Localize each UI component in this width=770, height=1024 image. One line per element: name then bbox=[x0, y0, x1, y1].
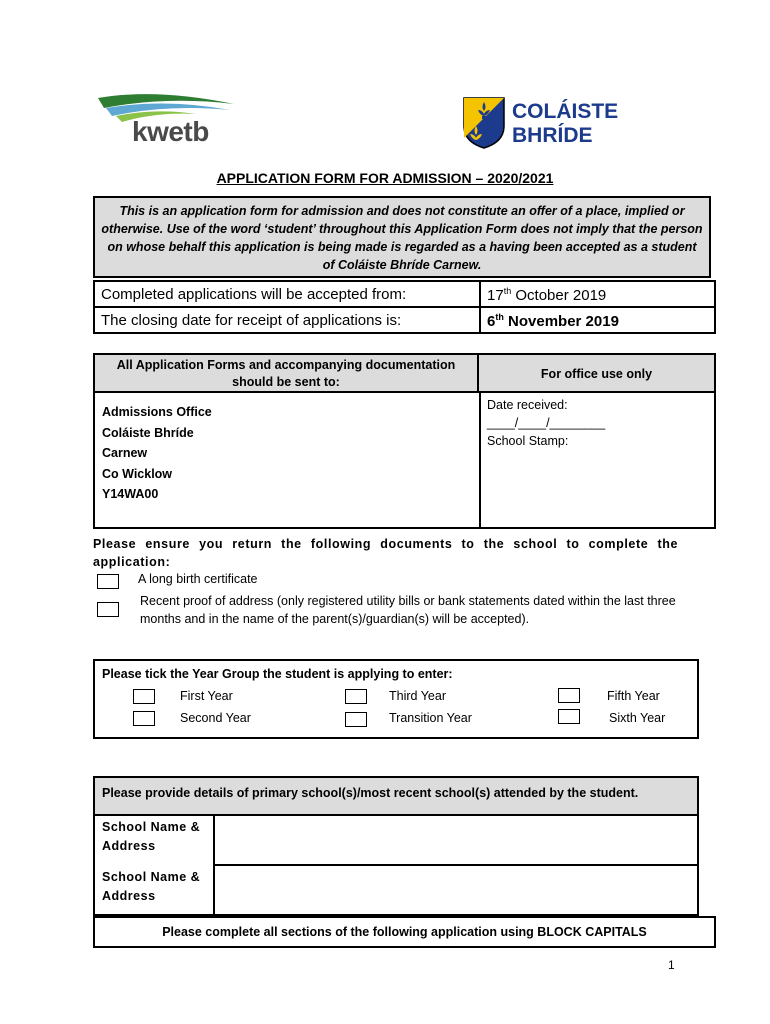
school-name-line1: COLÁISTE bbox=[512, 100, 619, 123]
date-received-field[interactable]: ____/____/________ bbox=[487, 416, 606, 430]
closing-date-value: 6th November 2019 bbox=[487, 312, 619, 330]
proof-of-address-checkbox[interactable] bbox=[97, 602, 119, 617]
address-line: Admissions Office bbox=[102, 405, 212, 419]
address-heading: All Application Forms and accompanying documentation should be sent to: bbox=[95, 355, 479, 393]
school-name-logo bbox=[512, 100, 618, 148]
sixth-year-label: Sixth Year bbox=[609, 711, 666, 725]
form-title: APPLICATION FORM FOR ADMISSION – 2020/2021 bbox=[216, 170, 554, 186]
block-capitals-note: Please complete all sections of the following application using BLOCK CAPITALS bbox=[93, 916, 716, 948]
sixth-year-checkbox[interactable] bbox=[558, 709, 580, 724]
accepted-from-row bbox=[93, 280, 716, 308]
transition-year-label: Transition Year bbox=[389, 711, 472, 725]
birth-certificate-checkbox[interactable] bbox=[97, 574, 119, 589]
address-box bbox=[93, 353, 716, 529]
year-group-title: Please tick the Year Group the student is applying to enter: bbox=[102, 667, 453, 681]
fifth-year-label: Fifth Year bbox=[607, 689, 660, 703]
second-year-checkbox[interactable] bbox=[133, 711, 155, 726]
primary-school-box bbox=[93, 776, 699, 916]
second-year-label: Second Year bbox=[180, 711, 251, 725]
first-year-checkbox[interactable] bbox=[133, 689, 155, 704]
primary-school-heading: Please provide details of primary school(s)/most recent school(s) attended by the student. bbox=[95, 778, 697, 816]
office-use-fields bbox=[487, 396, 605, 450]
proof-of-address-label: Recent proof of address (only registered utility bills or bank statements dated within the last three months and in the name of the parent(s)/guardian(s) will be accepted). bbox=[140, 594, 676, 626]
address-line: Co Wicklow bbox=[102, 466, 173, 481]
fifth-year-checkbox[interactable] bbox=[558, 688, 580, 703]
school-name-address-label-2: School Name & Address bbox=[102, 870, 201, 903]
address-line: Coláiste Bhríde bbox=[102, 425, 194, 440]
school-name-address-label-1: School Name & Address bbox=[102, 820, 201, 853]
address-line: Carnew bbox=[102, 446, 148, 460]
year-group-box bbox=[93, 659, 699, 739]
third-year-checkbox[interactable] bbox=[345, 689, 367, 704]
third-year-label: Third Year bbox=[389, 689, 446, 703]
kwetb-logo-text: kwetb bbox=[132, 116, 209, 147]
office-use-heading: For office use only bbox=[479, 355, 714, 393]
transition-year-checkbox[interactable] bbox=[345, 712, 367, 727]
school-name-line2: BHRÍDE bbox=[512, 124, 593, 147]
page-number: 1 bbox=[668, 958, 675, 972]
birth-certificate-label: A long birth certificate bbox=[138, 572, 258, 586]
first-year-label: First Year bbox=[180, 689, 233, 703]
school-stamp-label: School Stamp: bbox=[487, 434, 569, 448]
school-name-address-field-2[interactable] bbox=[215, 866, 697, 914]
date-received-label: Date received: bbox=[487, 398, 568, 412]
intro-disclaimer: This is an application form for admission and does not constitute an offer of a place, implied or otherwise. Use of the word ‘student’ throughout this Application Form does not imply that the person on whose behalf this application is being made is regarded as a having been accepted as a student of Coláiste Bhríde Carnew. bbox=[93, 196, 711, 278]
school-crest-icon bbox=[462, 96, 506, 150]
closing-date-label: The closing date for receipt of applications is: bbox=[101, 312, 402, 329]
closing-date-row bbox=[93, 306, 716, 334]
documents-intro: Please ensure you return the following documents to the school to complete the application: bbox=[93, 537, 678, 569]
accepted-from-value: 17th October 2019 bbox=[487, 286, 607, 304]
address-line: Y14WA00 bbox=[102, 487, 159, 501]
school-name-address-field-1[interactable] bbox=[215, 816, 697, 864]
address-lines bbox=[102, 402, 212, 505]
accepted-from-label: Completed applications will be accepted from: bbox=[101, 286, 407, 303]
